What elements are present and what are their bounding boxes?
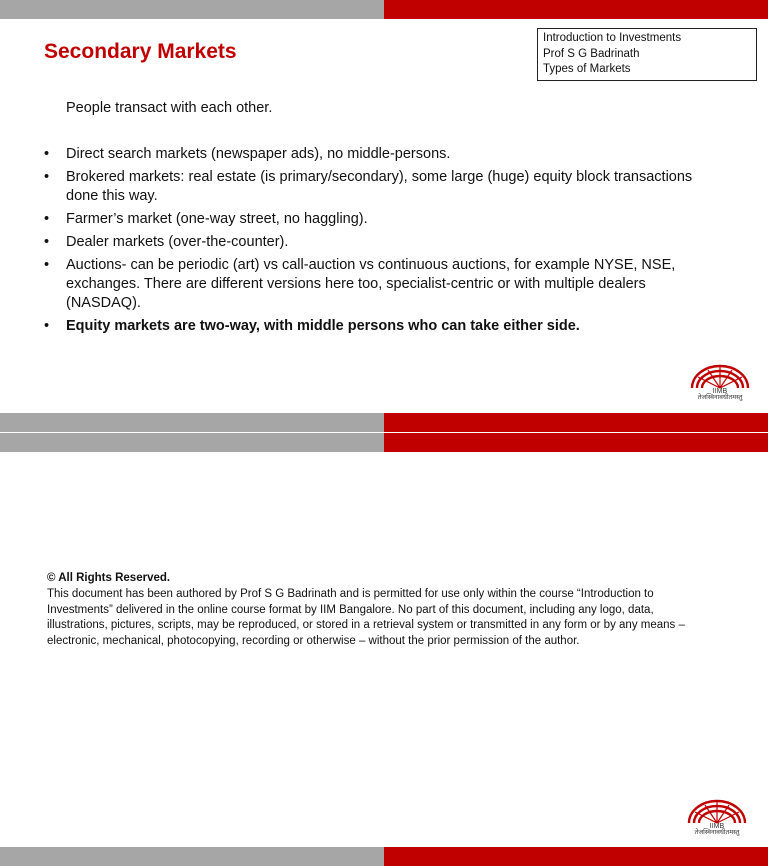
bullet-marker: • [44,211,50,227]
banner-red-segment [384,847,768,866]
banner-gray-segment [0,0,384,19]
bullet-item [44,210,724,229]
bullet-item [44,256,724,313]
author-name: Prof S G Badrinath [543,47,640,60]
iimb-logo-icon [683,797,751,829]
bullet-text: Brokered markets: real estate (is primary/secondary), some large (huge) equity block transactions done this way. [66,169,693,204]
logo-tagline: तेजस्विनावधीतमस्तु [697,394,743,401]
copyright-notice [47,571,717,650]
iimb-logo-2 [683,797,751,841]
iimb-logo-icon [686,362,754,394]
bullet-list [44,145,724,340]
iimb-logo [686,362,754,406]
top-banner [0,0,768,19]
top-banner-2 [0,433,768,452]
logo-wordmark: IIMB [712,388,728,394]
bullet-marker: • [44,169,50,185]
topic-name: Types of Markets [543,63,631,75]
bullet-item [44,317,724,336]
bottom-banner-2 [0,847,768,866]
bullet-marker: • [44,146,50,162]
banner-gray-segment [0,433,384,452]
course-name: Introduction to Investments [543,32,682,44]
bullet-item [44,233,724,252]
bullet-marker: • [44,257,50,273]
page-title: Secondary Markets [44,40,237,63]
logo-tagline: तेजस्विनावधीतमस्तु [694,829,740,836]
bullet-marker: • [44,234,50,250]
bullet-item [44,168,724,206]
banner-red-segment [384,433,768,452]
bullet-marker: • [44,318,50,334]
intro-text: People transact with each other. [66,100,273,116]
bottom-banner [0,413,768,432]
bullet-text: Auctions- can be periodic (art) vs call-auction vs continuous auctions, for example NYSE, NSE, exchanges. There are different versions here too, specialist-centric or with multiple dealers (NASDAQ). [66,257,676,311]
bullet-item [44,145,724,164]
course-info-box [537,28,757,81]
logo-wordmark: IIMB [709,823,725,829]
banner-gray-segment [0,413,384,432]
bullet-text: Dealer markets (over-the-counter). [66,234,289,250]
banner-red-segment [384,0,768,19]
copyright-heading: © All Rights Reserved. [47,572,171,584]
bullet-text: Equity markets are two-way, with middle persons who can take either side. [66,318,580,334]
bullet-text: Farmer’s market (one-way street, no haggling). [66,211,368,227]
copyright-body: This document has been authored by Prof S G Badrinath and is permitted for use only within the course “Introduction to Investments” delivered in the online course format by IIM Bangalore. No part of this document, including any logo, data, illustrations, pictures, scripts, may be reproduced, or stored in a retrieval system or transmitted in any form or by any means – electronic, mechanical, photocopying, recording or otherwise – without the prior permission of the author. [47,587,685,648]
bullet-text: Direct search markets (newspaper ads), no middle-persons. [66,146,451,162]
banner-red-segment [384,413,768,432]
banner-gray-segment [0,847,384,866]
